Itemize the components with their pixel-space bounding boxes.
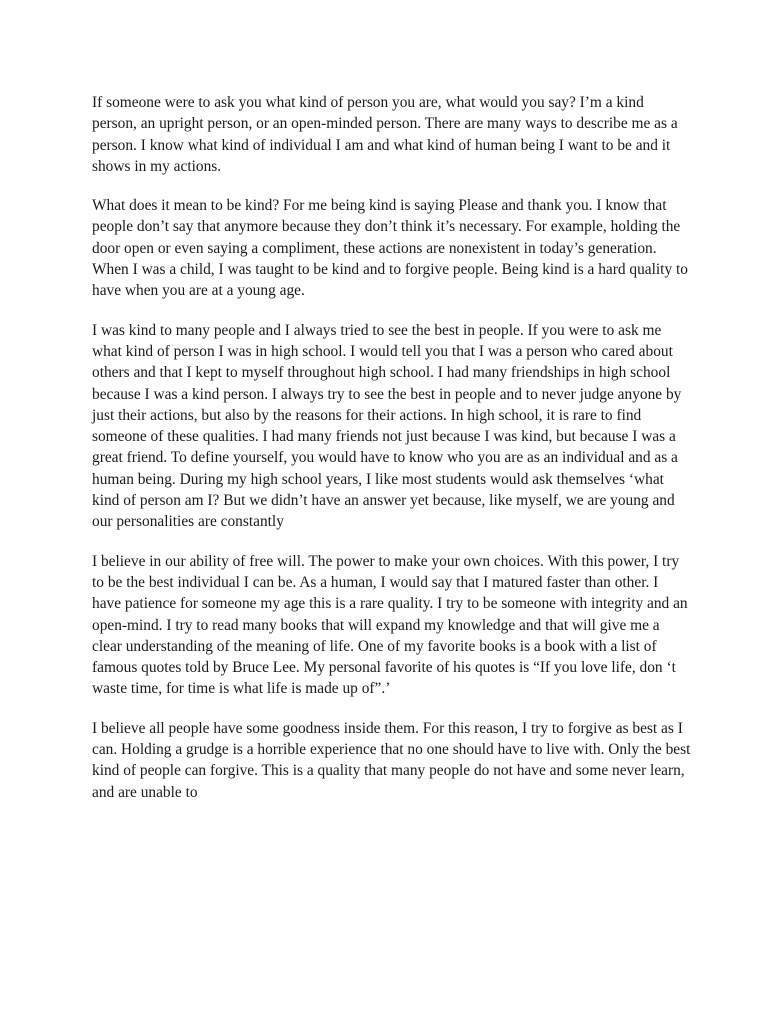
document-page bbox=[92, 92, 712, 821]
paragraph-3: I was kind to many people and I always tried to see the best in people. If you were to ask me what kind of person I was in high school. I would tell you that I was a person who cared about others and that I kept to myself throughout high school. I had many friendships in high school because I was a kind person. I always try to see the best in people and to never judge anyone by just their actions, but also by the reasons for their actions. In high school, it is rare to find someone of these qualities. I had many friends not just because I was kind, but because I was a great friend. To define yourself, you would have to know who you are as an individual and as a human being. During my high school years, I like most students would ask themselves ‘what kind of person am I? But we didn’t have an answer yet because, like myself, we are young and our personalities are constantly bbox=[92, 321, 682, 531]
paragraph-5: I believe all people have some goodness inside them. For this reason, I try to forgive as best as I can. Holding a grudge is a horrible experience that no one should have to live with. Only the best kind of people can forgive. This is a quality that many people do not have and some never learn, and are unable to bbox=[92, 719, 691, 801]
paragraph-4: I believe in our ability of free will. The power to make your own choices. With this power, I try to be the best individual I can be. As a human, I would say that I matured faster than other. I have patience for someone my age this is a rare quality. I try to be someone with integrity and an open-mind. I try to read many books that will expand my knowledge and that will give me a clear understanding of the meaning of life. One of my favorite books is a book with a list of famous quotes told by Bruce Lee. My personal favorite of his quotes is “If you love life, don ‘t waste time, for time is what life is made up of”.’ bbox=[92, 552, 688, 698]
paragraph-2: What does it mean to be kind? For me being kind is saying Please and thank you. I know that people don’t say that anymore because they don’t think it’s necessary. For example, holding the door open or even saying a compliment, these actions are nonexistent in today’s generation. When I was a child, I was taught to be kind and to forgive people. Being kind is a hard quality to have when you are at a young age. bbox=[92, 197, 688, 300]
paragraph-1: If someone were to ask you what kind of person you are, what would you say? I’m a kind person, an upright person, or an open-minded person. There are many ways to describe me as a person. I know what kind of individual I am and what kind of human being I want to be and it shows in my actions. bbox=[92, 94, 678, 175]
